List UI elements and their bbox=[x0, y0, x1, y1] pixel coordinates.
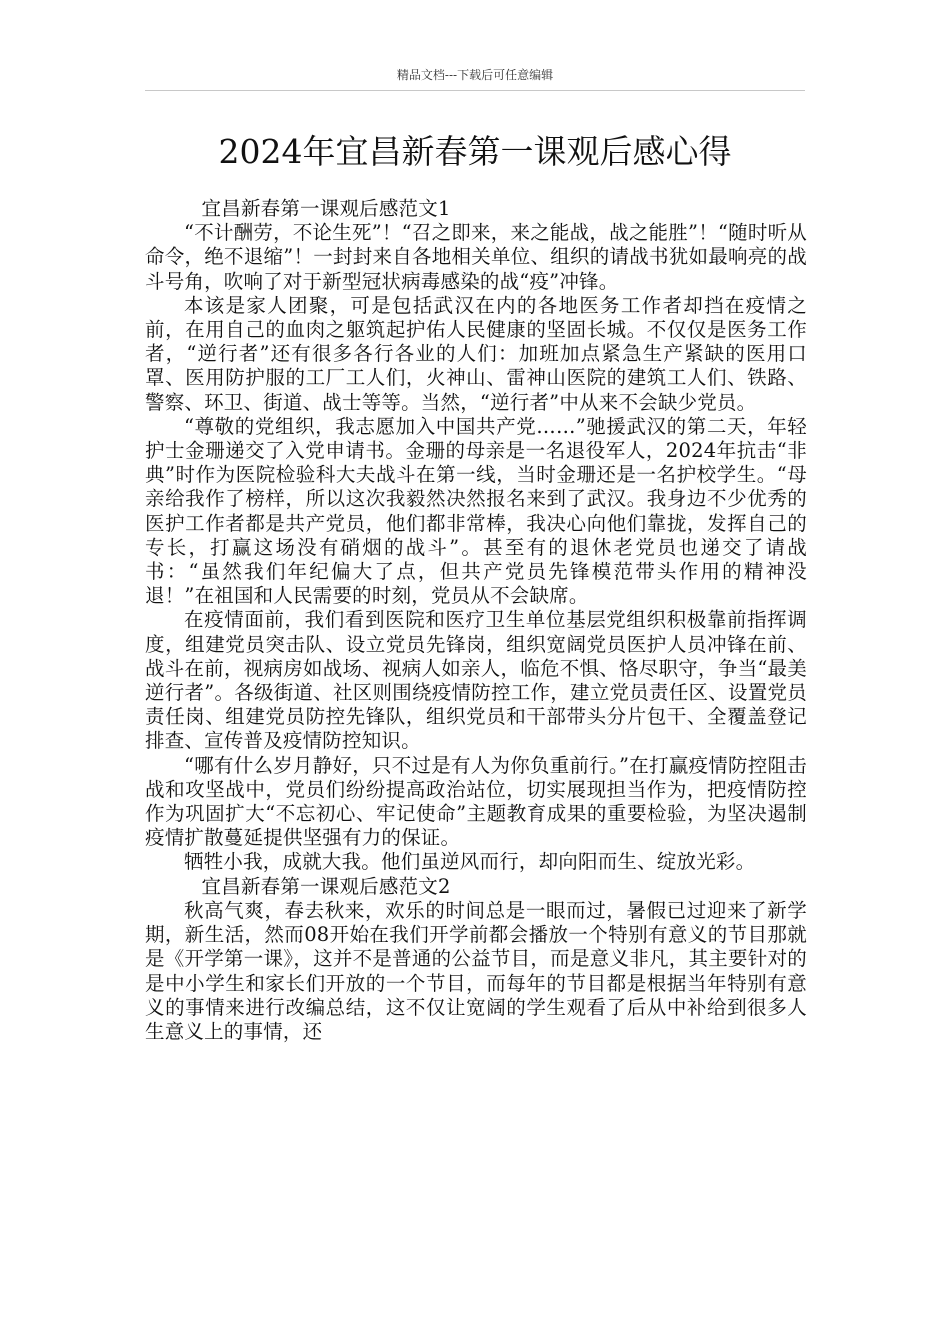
paragraph: “不计酬劳，不论生死”！“召之即来，来之能战，战之能胜”！“随时听从命令，绝不退缩”！一封封来自各地相关单位、组织的请战书犹如最响亮的战斗号角，吹响了对于新型冠状病毒感染的战“疫”冲锋。 bbox=[145, 221, 807, 293]
section-heading-2: 宜昌新春第一课观后感范文2 bbox=[201, 874, 451, 898]
header-note: 精品文档---下载后可任意编辑 bbox=[396, 68, 554, 82]
header-divider bbox=[145, 90, 805, 91]
paragraph: 秋高气爽，春去秋来，欢乐的时间总是一眼而过，暑假已过迎来了新学期，新生活，然而08开始在我们开学前都会播放一个特别有意义的节目那就是《开学第一课》，这并不是普通的公益节目，而是意义非凡，其主要针对的是中小学生和家长们开放的一个节目，而每年的节目都是根据当年特别有意义的事情来进行改编总结，这不仅让宽阔的学生观看了后从中补给到很多人生意义上的事情，还 bbox=[145, 898, 807, 1043]
paragraph: 牺牲小我，成就大我。他们虽逆风而行，却向阳而生、绽放光彩。 bbox=[184, 850, 756, 874]
paragraph: “哪有什么岁月静好，只不过是有人为你负重前行。”在打赢疫情防控阻击战和攻坚战中，党员们纷纷提高政治站位，切实展现担当作为，把疫情防控作为巩固扩大“不忘初心、牢记使命”主题教育成果的重要检验，为坚决遏制疫情扩散蔓延提供坚强有力的保证。 bbox=[145, 753, 807, 850]
paragraph: 在疫情面前，我们看到医院和医疗卫生单位基层党组织积极靠前指挥调度，组建党员突击队、设立党员先锋岗，组织宽阔党员医护人员冲锋在前、战斗在前，视病房如战场、视病人如亲人，临危不惧、恪尽职守，争当“最美逆行者”。各级街道、社区则围绕疫情防控工作，建立党员责任区、设置党员责任岗、组建党员防控先锋队，组织党员和干部带头分片包干、全覆盖登记排查、宣传普及疫情防控知识。 bbox=[145, 608, 807, 753]
document-body bbox=[145, 197, 807, 1044]
paragraph: “尊敬的党组织，我志愿加入中国共产党……”驰援武汉的第二天，年轻护士金珊递交了入党申请书。金珊的母亲是一名退役军人，2024年抗击“非典”时作为医院检验科大夫战斗在第一线，当时金珊还是一名护校学生。“母亲给我作了榜样，所以这次我毅然决然报名来到了武汉。我身边不少优秀的医护工作者都是共产党员，他们都非常棒，我决心向他们靠拢，发挥自己的专长，打赢这场没有硝烟的战斗”。甚至有的退休老党员也递交了请战书：“虽然我们年纪偏大了点，但共产党员先锋模范带头作用的精神没退！”在祖国和人民需要的时刻，党员从不会缺席。 bbox=[145, 414, 807, 608]
document-title: 2024年宜昌新春第一课观后感心得 bbox=[218, 132, 732, 171]
section-heading-1: 宜昌新春第一课观后感范文1 bbox=[201, 197, 451, 220]
paragraph: 本该是家人团聚，可是包括武汉在内的各地医务工作者却挡在疫情之前，在用自己的血肉之躯筑起护佑人民健康的坚固长城。不仅仅是医务工作者，“逆行者”还有很多各行各业的人们：加班加点紧急生产紧缺的医用口罩、医用防护服的工厂工人们，火神山、雷神山医院的建筑工人们、铁路、警察、环卫、街道、战士等等。当然，“逆行者”中从来不会缺少党员。 bbox=[145, 293, 807, 414]
